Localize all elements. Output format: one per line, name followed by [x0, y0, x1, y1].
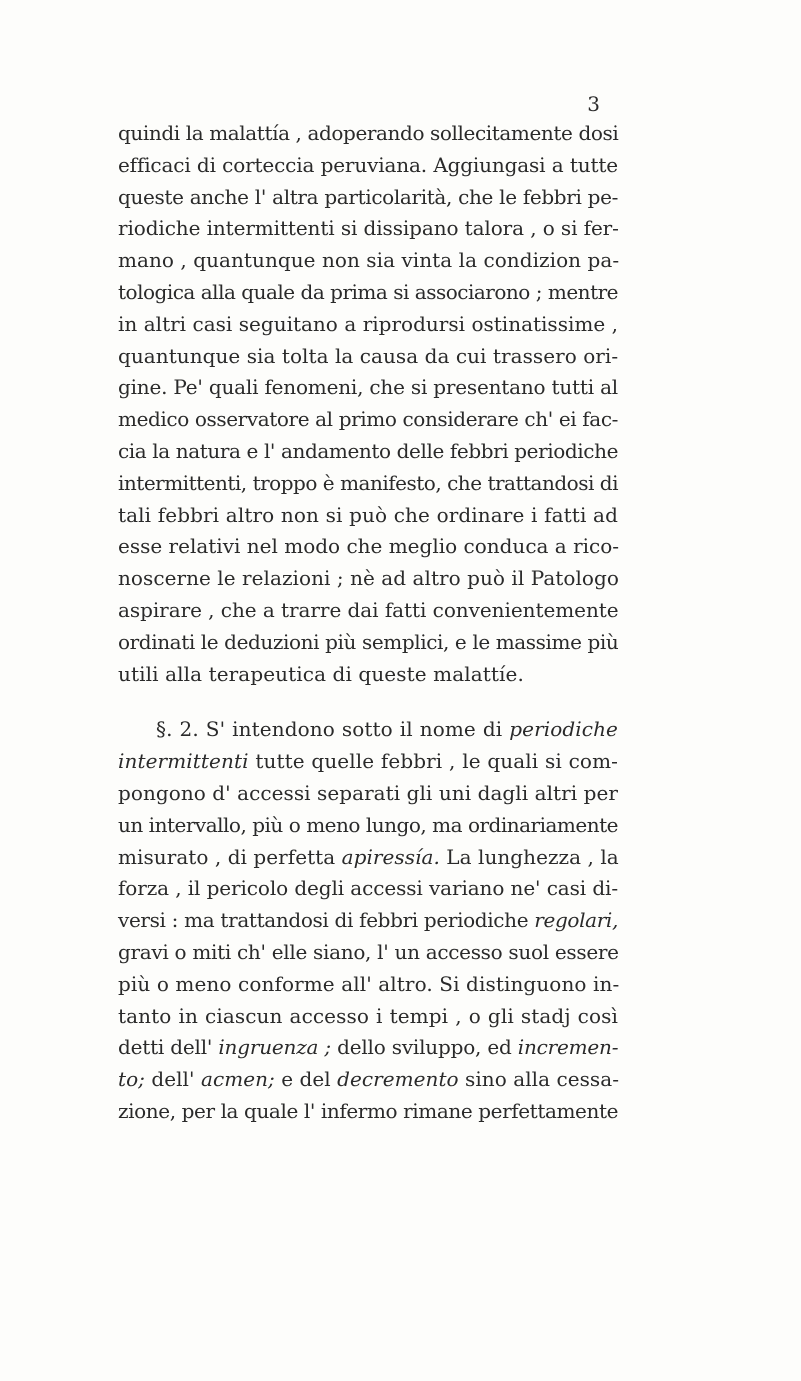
text-line: intermittenti, troppo è manifesto, che trattandosi di	[118, 470, 618, 495]
text-line: forza , il pericolo degli accessi variano ne' casi di-	[118, 876, 619, 901]
text-line: tali febbri altro non si può che ordinare i fatti ad	[118, 502, 618, 527]
text-run: La lunghezza , la	[439, 844, 619, 869]
text-run: e del	[274, 1067, 338, 1092]
text-run: dell'	[144, 1067, 201, 1092]
paragraph-1	[118, 118, 618, 690]
text-run: misurato , di perfetta	[118, 844, 342, 869]
text-run: sino alla cessa-	[458, 1067, 620, 1092]
italic-term: intermittenti	[118, 749, 249, 774]
italic-term: acmen;	[200, 1067, 275, 1092]
text-line: tanto in ciascun accesso i tempi , o gli stadj così	[118, 1003, 618, 1028]
text-run: versi : ma trattandosi di febbri periodiche	[118, 908, 535, 933]
text-line: queste anche l' altra particolarità, che le febbri pe-	[118, 184, 618, 209]
text-line: quantunque sia tolta la causa da cui trassero ori-	[118, 343, 619, 368]
text-line: gine. Pe' quali fenomeni, che si presentano tutti al	[118, 375, 618, 400]
text-run: tutte quelle febbri , le quali si com-	[248, 749, 618, 774]
paragraph-spacer	[118, 690, 618, 714]
text-line	[118, 746, 618, 778]
text-line	[118, 714, 618, 746]
text-line: utili alla terapeutica di queste malattíe.	[118, 661, 524, 686]
text-run: detti dell'	[118, 1035, 219, 1060]
italic-term: decremento	[337, 1067, 459, 1092]
italic-term: regolari,	[534, 908, 618, 933]
text-line: efficaci di corteccia peruviana. Aggiungasi a tutte	[118, 152, 618, 177]
text-line: gravi o miti ch' elle siano, l' un accesso suol essere	[118, 939, 619, 964]
body-text	[118, 118, 618, 1128]
text-line	[118, 842, 618, 874]
text-line	[118, 1064, 618, 1096]
italic-term: to;	[118, 1067, 145, 1092]
text-line: riodiche intermittenti si dissipano talora , o si fer-	[118, 216, 619, 241]
text-line: in altri casi seguitano a riprodursi ostinatissime ,	[118, 311, 618, 336]
italic-term: periodiche	[509, 717, 618, 742]
text-run: §. 2. S' intendono sotto il nome di	[156, 717, 510, 742]
text-line	[118, 905, 618, 937]
text-line: esse relativi nel modo che meglio conduca a rico-	[118, 534, 620, 559]
text-line: medico osservatore al primo considerare ch' ei fac-	[118, 407, 618, 432]
text-line: zione, per la quale l' infermo rimane perfettamente	[118, 1098, 619, 1123]
text-line: più o meno conforme all' altro. Si distinguono in-	[118, 971, 620, 996]
text-line: aspirare , che a trarre dai fatti convenientemente	[118, 597, 619, 622]
text-line: un intervallo, più o meno lungo, ma ordinariamente	[118, 812, 618, 837]
italic-term: ingruenza ;	[218, 1035, 331, 1060]
text-line	[118, 1032, 618, 1064]
italic-term: apiressía.	[341, 844, 440, 869]
page-number: 3	[587, 92, 600, 116]
text-line: tologica alla quale da prima si associarono ; mentre	[118, 279, 618, 304]
text-line: quindi la malattía , adoperando sollecitamente dosi	[118, 121, 619, 145]
text-line: noscerne le relazioni ; nè ad altro può il Patologo	[118, 566, 619, 591]
text-line: mano , quantunque non sia vinta la condizion pa-	[118, 248, 620, 273]
paragraph-2	[118, 714, 618, 1127]
text-line: cia la natura e l' andamento delle febbri periodiche	[118, 438, 618, 463]
text-run: dello sviluppo, ed	[330, 1035, 518, 1060]
italic-term: incremen-	[517, 1035, 619, 1060]
text-line: ordinati le deduzioni più semplici, e le massime più	[118, 629, 619, 654]
text-line: pongono d' accessi separati gli uni dagli altri per	[118, 780, 618, 805]
